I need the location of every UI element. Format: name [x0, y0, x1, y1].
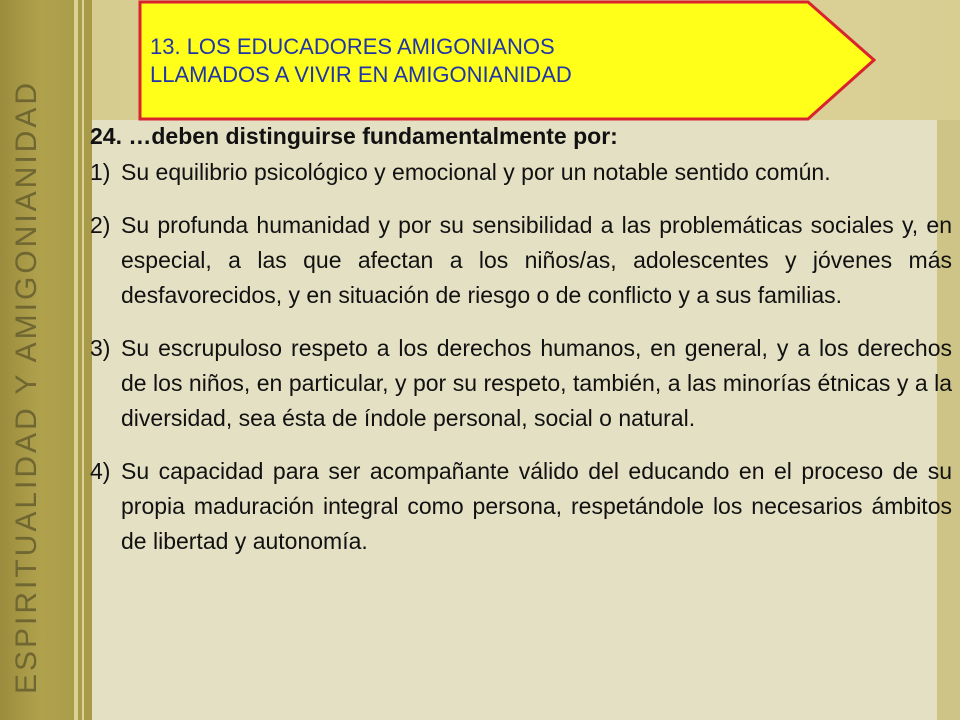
list-item — [90, 331, 952, 436]
item-text: Su profunda humanidad y por su sensibilidad a las problemáticas sociales y, en especial, a las que afectan a los niños/as, adolescentes y jóvenes más desfavorecidos, y en situación de riesgo o de conflicto y a sus familias. — [121, 212, 952, 308]
numbered-list — [90, 155, 952, 577]
sidebar-stripe — [74, 0, 78, 720]
sidebar-stripe — [82, 0, 84, 720]
banner-title — [150, 33, 830, 89]
list-item — [90, 454, 952, 559]
item-text: Su escrupuloso respeto a los derechos humanos, en general, y a los derechos de los niños, en particular, y por su respeto, también, a las minorías étnicas y a la diversidad, sea ésta de índole personal, social o natural. — [121, 335, 952, 431]
item-number: 3) — [90, 335, 111, 361]
item-number: 4) — [90, 458, 111, 484]
section-heading: 24. …deben distinguirse fundamentalmente por: — [90, 123, 618, 149]
banner-title-line-1: 13. LOS EDUCADORES AMIGONIANOS — [150, 34, 555, 59]
item-text: Su capacidad para ser acompañante válido del educando en el proceso de su propia maduración integral como persona, respetándole los necesarios ámbitos de libertad y autonomía. — [121, 458, 952, 554]
title-banner-arrow — [138, 0, 876, 121]
banner-title-line-2: LLAMADOS A VIVIR EN AMIGONIANIDAD — [150, 62, 572, 87]
item-number: 2) — [90, 212, 111, 238]
item-text: Su equilibrio psicológico y emocional y por un notable sentido común. — [121, 159, 831, 185]
item-number: 1) — [90, 159, 111, 185]
list-item — [90, 155, 952, 190]
side-title: ESPIRITUALIDAD Y AMIGONIANIDAD — [10, 79, 43, 694]
list-item — [90, 208, 952, 313]
